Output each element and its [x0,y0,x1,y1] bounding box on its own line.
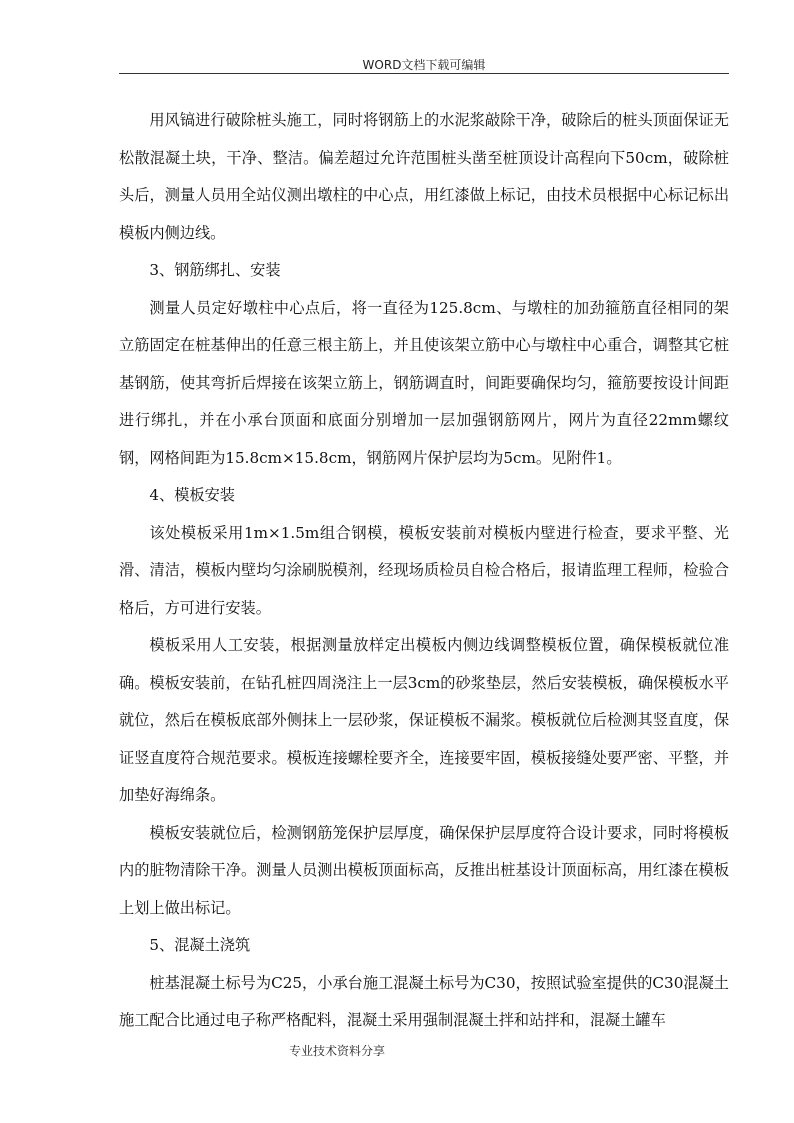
page-header: WORD文档下载可编辑 [362,58,486,72]
paragraph-pile-head-removal: 用风镐进行破除桩头施工，同时将钢筋上的水泥浆敲除干净，破除后的桩头顶面保证无松散混凝土块，干净、整洁。偏差超过允许范围桩头凿至桩顶设计高程向下50cm，破除桩头后，测量人员用全站仪测出墩柱的中心点，用红漆做上标记，由技术员根据中心标记标出模板内侧边线。 [119,111,729,242]
section-heading-concrete: 5、混凝土浇筑 [149,936,251,954]
paragraph-formwork-check: 模板安装就位后，检测钢筋笼保护层厚度，确保保护层厚度符合设计要求，同时将模板内的脏物清除干净。测量人员测出模板顶面标高，反推出桩基设计顶面标高，用红漆在模板上划上做出标记。 [119,823,729,917]
paragraph-rebar-installation: 测量人员定好墩柱中心点后，将一直径为125.8cm、与墩柱的加劲箍筋直径相同的架立筋固定在桩基伸出的任意三根主筋上，并且使该架立筋中心与墩柱中心重合，调整其它桩基钢筋，使其弯折后焊接在该架立筋上，钢筋调直时，间距要确保均匀，箍筋要按设计间距进行绑扎，并在小承台顶面和底面分别增加一层加强钢筋网片，网片为直径22mm螺纹钢，网格间距为15.8cm×15.8cm，钢筋网片保护层均为5cm。见附件1。 [119,298,729,467]
section-heading-formwork: 4、模板安装 [149,486,235,504]
paragraph-concrete-pouring: 桩基混凝土标号为C25，小承台施工混凝土标号为C30，按照试验室提供的C30混凝土施工配合比通过电子称严格配料，混凝土采用强制混凝土拌和站拌和，混凝土罐车 [119,973,729,1029]
header-divider [119,73,729,74]
paragraph-formwork-inspection: 该处模板采用1m×1.5m组合钢模，模板安装前对模板内壁进行检查，要求平整、光滑、清洁，模板内壁均匀涂刷脱模剂，经现场质检员自检合格后，报请监理工程师，检验合格后，方可进行安装。 [119,523,729,617]
paragraph-formwork-installation: 模板采用人工安装，根据测量放样定出模板内侧边线调整模板位置，确保模板就位准确。模板安装前，在钻孔桩四周浇注上一层3cm的砂浆垫层，然后安装模板，确保模板水平就位，然后在模板底部外侧抹上一层砂浆，保证模板不漏浆。模板就位后检测其竖直度，保证竖直度符合规范要求。模板连接螺栓要齐全，连接要牢固，模板接缝处要严密、平整，并加垫好海绵条。 [119,636,729,804]
page-footer: 专业技术资料分享 [289,1044,386,1058]
document-body [119,102,729,1040]
section-heading-rebar: 3、钢筋绑扎、安装 [149,261,281,279]
